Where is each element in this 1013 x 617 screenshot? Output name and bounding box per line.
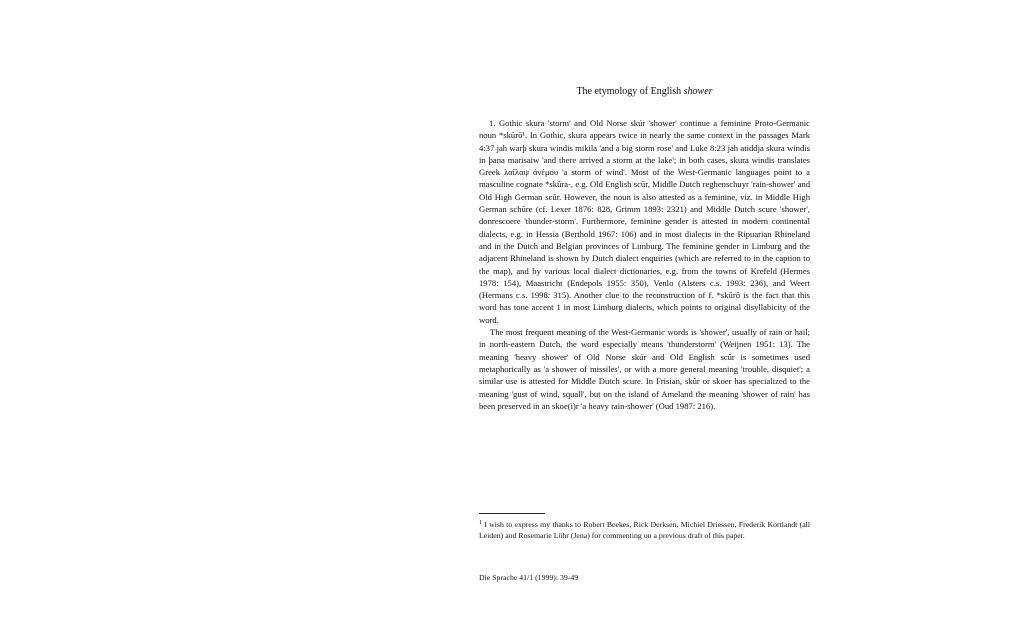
footnote-marker: 1 [479, 520, 482, 526]
title-prefix: The etymology of English [576, 86, 684, 97]
paragraph-1: 1. Gothic skura 'storm' and Old Norse skúr 'shower' continue a feminine Proto-Germanic noun *skūrō¹. In Gothic, skura appears twice in nearly the same context in the passages Mark 4:37 jah warþ skura windis mikila 'and a big storm rose' and Luke 8:23 jah atiddja skura windis in þana marisaiw 'and there arrived a storm at the lake'; in both cases, skura windis translates Greek λαῖλαψ ἀνέμου 'a storm of wind'. Most of the West-Germanic languages point to a masculine cognate *skūra-, e.g. Old English scūr, Middle Dutch reghenschuyr 'rain-shower' and Old High German scūr. However, the noun is also attested as a feminine, viz. in Middle High German schūre (cf. Lexer 1876: 828, Grimm 1893: 2321) and Middle Dutch scure 'shower', donrescoere 'thunder-storm'. Furthermore, feminine gender is attested in modern continental dialects, e.g. in Hessia (Berthold 1967: 106) and in most dialects in the Ripuarian Rhineland and in the Dutch and Belgian provinces of Limburg. The feminine gender in Limburg and the adjacent Rhineland is shown by Dutch dialect enquiries (which are referred to in the caption to the map), and by various local dialect dictionaries, e.g. from the towns of Krefeld (Hermes 1978: 154), Maastricht (Endepols 1955: 350), Venlo (Alsters c.s. 1993: 236), and Weert (Hermans c.s. 1998: 315). Another clue to the reconstruction of f. *skūrō is the fact that this word has tone accent 1 in most Limburg dialects, which points to original disyllabicity of the word. [479, 118, 810, 325]
journal-citation: Die Sprache 41/1 (1999): 39-49 [479, 573, 579, 582]
title-word: shower [683, 86, 713, 97]
footnote-text: I wish to express my thanks to Robert Beekes, Rick Derksen, Michiel Driessen, Frederik Kortlandt (all Leiden) and Rosemarie Lühr (Jena) for commenting on a previous draft of this paper. [479, 520, 811, 540]
page-title [479, 86, 810, 97]
body-text [479, 117, 810, 412]
paragraph-2: The most frequent meaning of the West-Germanic words is 'shower', usually of rain or hail; in north-eastern Dutch, the word especially means 'thunderstorm' (Weijnen 1951: 13). The meaning 'heavy shower' of Old Norse skúr and Old English scūr is sometimes used metaphorically as 'a shower of missiles', or with a more general meaning 'trouble, disquiet'; a similar use is attested for Middle Dutch scure. In Frisian, skûr or skoer has specialized to the meaning 'gust of wind, squall', but on the island of Ameland the meaning 'shower of rain' has been preserved in an skoe(i)r 'a heavy rain-shower' (Oud 1987: 216). [479, 327, 810, 411]
footnote [479, 518, 810, 541]
footnote-divider [479, 513, 545, 514]
